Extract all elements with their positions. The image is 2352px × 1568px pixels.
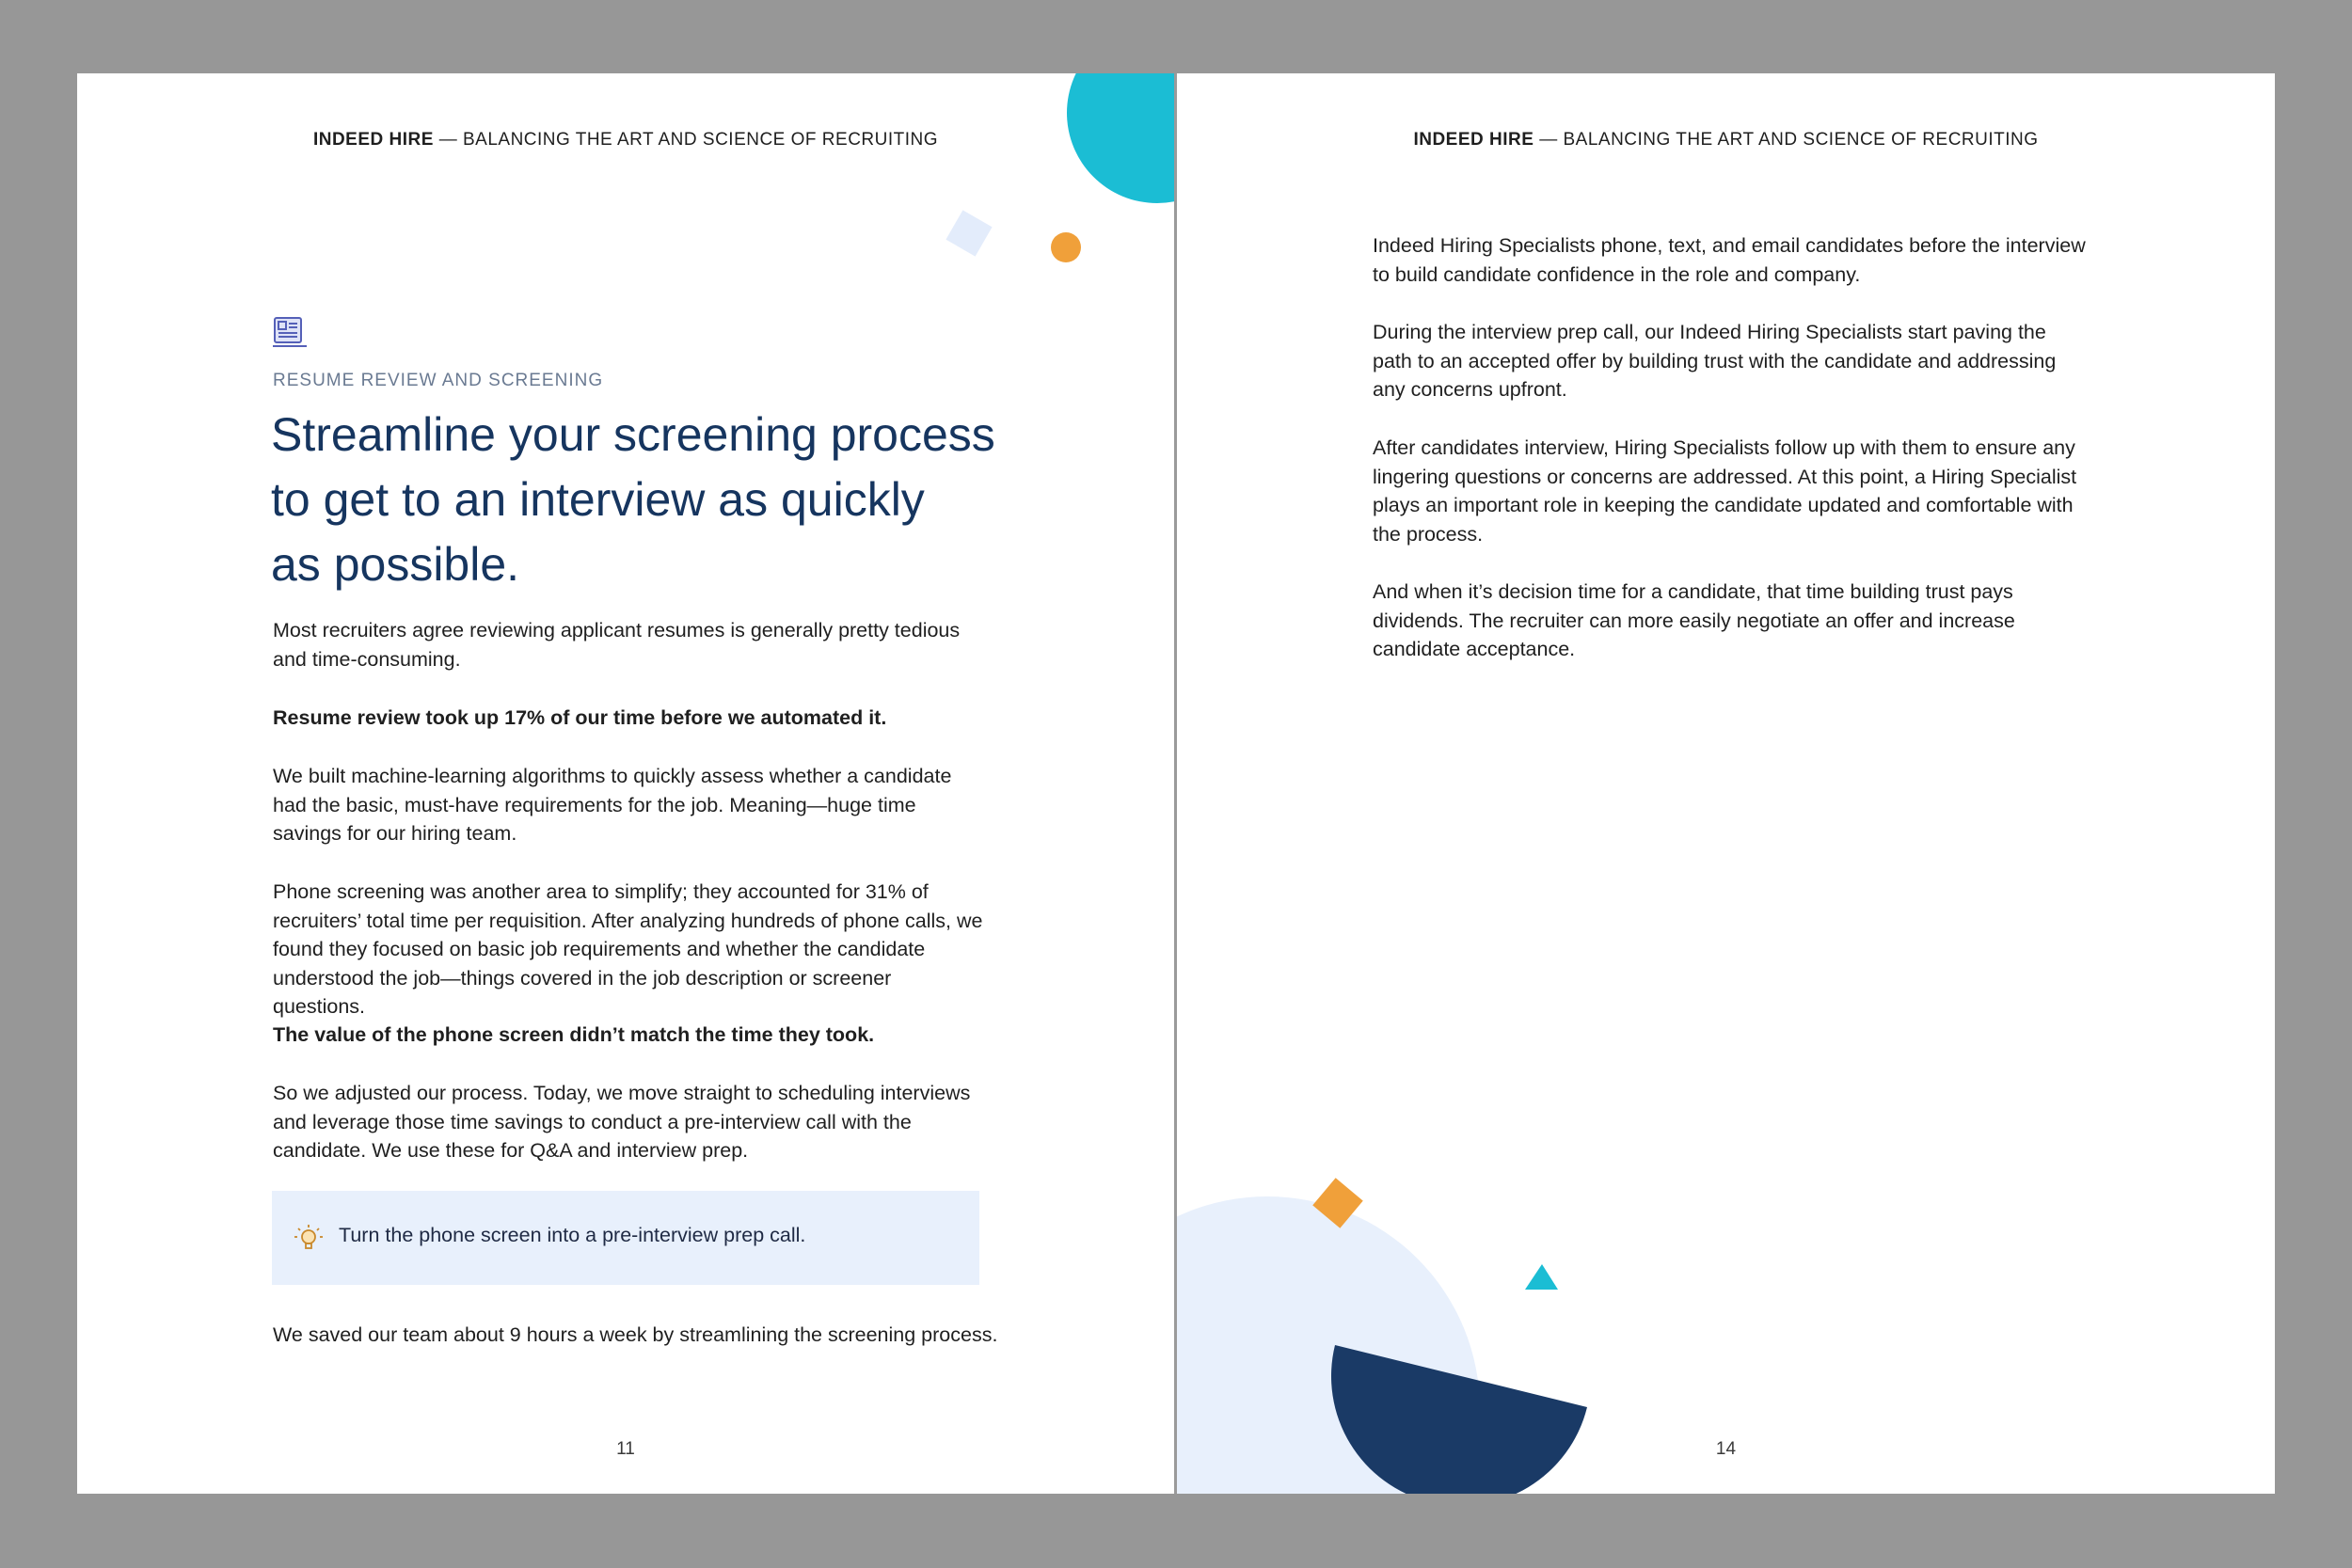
body-paragraph: We built machine-learning algorithms to quickly assess whether a candidate had the basic, must-have requirements for the job. Meaning—huge time savings for our hiring team. <box>273 765 952 845</box>
lightbulb-icon <box>293 1223 325 1255</box>
decorative-light-square <box>933 198 1009 273</box>
body-paragraph: So we adjusted our process. Today, we move straight to scheduling interviews and leverage those time savings to conduct a pre-interview call with the candidate. We use these for Q&A and interview prep. <box>273 1082 971 1162</box>
body-paragraph: During the interview prep call, our Indeed Hiring Specialists start paving the path to an accepted offer by building trust with the candidate and addressing any concerns upfront. <box>1373 321 2057 401</box>
tip-callout <box>272 1191 979 1285</box>
headline-line: Streamline your screening process <box>271 408 995 461</box>
running-head-title: BALANCING THE ART AND SCIENCE OF RECRUITING <box>462 130 939 150</box>
bold-statement: The value of the phone screen didn’t match the time they took. <box>273 1023 875 1046</box>
body-paragraph: And when it’s decision time for a candidate, that time building trust pays dividends. The recruiter can more easily negotiate an offer and increase candidate acceptance. <box>1373 580 2015 660</box>
running-head-title: BALANCING THE ART AND SCIENCE OF RECRUITING <box>1563 130 2039 150</box>
body-paragraph: After candidates interview, Hiring Specialists follow up with them to ensure any lingering questions or concerns are addressed. At this point, a Hiring Specialist plays an important role in keeping the candidate updated and comfortable with the process. <box>1373 436 2077 546</box>
body-paragraph: Phone screening was another area to simplify; they accounted for 31% of recruiters’ total time per requisition. After analyzing hundreds of phone calls, we found they focused on basic job requirements and whether the candidate understood the job—things covered in the job description or screener questions. <box>273 880 983 1018</box>
page-number: 14 <box>1715 1439 1737 1459</box>
decorative-orange-dot <box>1048 230 1086 267</box>
running-head-brand: INDEED HIRE <box>1413 130 1534 150</box>
running-head-brand: INDEED HIRE <box>312 130 434 150</box>
decorative-teal-circle <box>1035 73 1174 214</box>
section-kicker: RESUME REVIEW AND SCREENING <box>273 371 604 390</box>
running-head-separator: — <box>433 130 463 150</box>
right-page <box>1177 73 2275 1494</box>
resume-screen-icon <box>271 314 309 352</box>
body-paragraph: Most recruiters agree reviewing applicant resumes is generally pretty tedious and time-consuming. <box>273 619 961 671</box>
page-number: 11 <box>616 1439 635 1459</box>
headline-line: as possible. <box>271 538 520 591</box>
decorative-shapes-cluster <box>1177 1089 1647 1494</box>
running-head-separator: — <box>1534 130 1564 150</box>
closing-paragraph: We saved our team about 9 hours a week by streamlining the screening process. <box>273 1323 998 1346</box>
headline-line: to get to an interview as quickly <box>271 473 925 526</box>
left-page <box>77 73 1174 1494</box>
callout-text: Turn the phone screen into a pre-interview prep call. <box>339 1224 806 1246</box>
running-head <box>1177 130 2275 150</box>
running-head <box>77 130 1174 150</box>
page-headline <box>271 403 1005 597</box>
bold-statement: Resume review took up 17% of our time before we automated it. <box>273 706 887 729</box>
body-paragraph: Indeed Hiring Specialists phone, text, and email candidates before the interview to build candidate confidence in the role and company. <box>1373 234 2086 286</box>
